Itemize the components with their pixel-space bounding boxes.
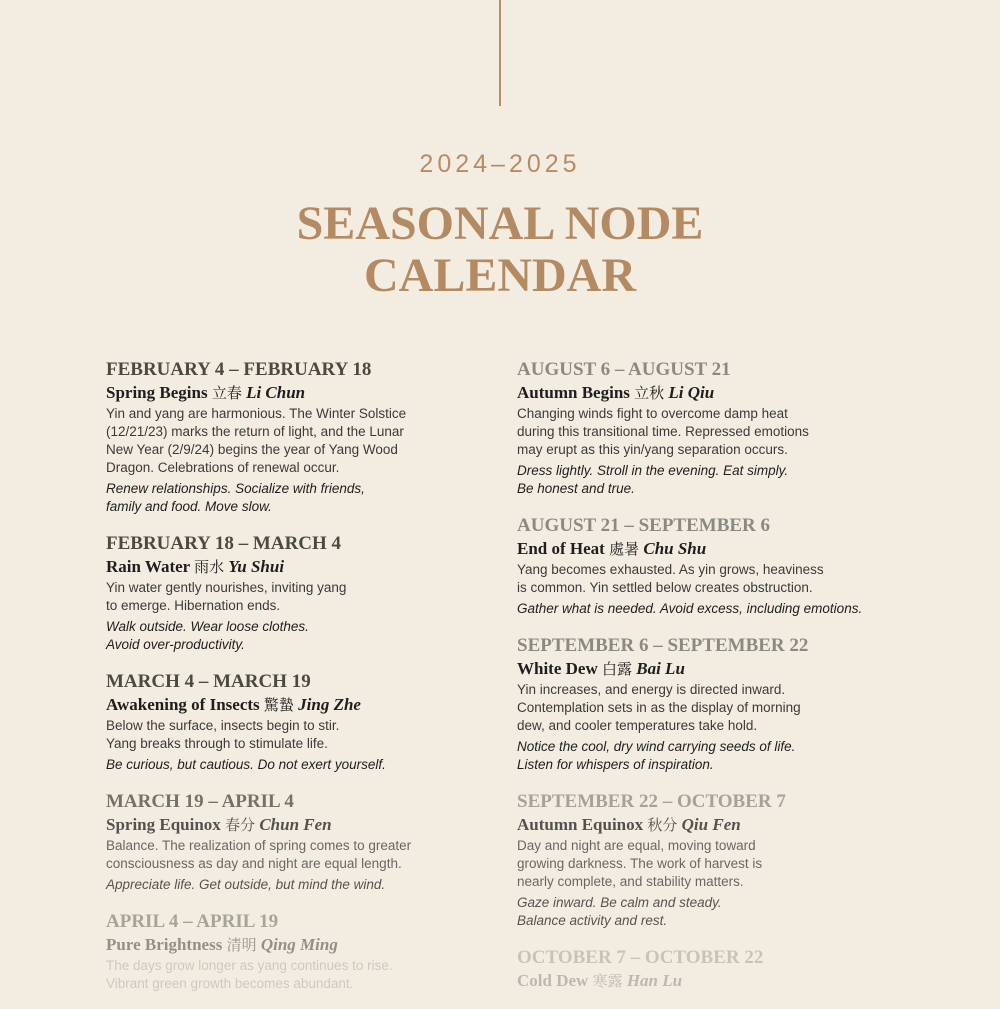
node-advice [517, 462, 917, 498]
advice-line: Be honest and true. [517, 481, 635, 496]
node-description [106, 837, 506, 873]
year-range: 2024–2025 [419, 150, 581, 178]
node-name-pinyin: Qing Ming [260, 935, 338, 954]
node-name-pinyin: Chun Fen [259, 815, 332, 834]
node-description [517, 405, 917, 459]
node-name-pinyin: Chu Shu [643, 539, 707, 558]
advice-line: Renew relationships. Socialize with friends, [106, 481, 365, 496]
node-name-cn: 白露 [601, 660, 632, 678]
node-date: MARCH 19 – APRIL 4 [106, 791, 294, 812]
node-entry [106, 790, 506, 894]
page-title [0, 198, 1000, 302]
node-description [106, 405, 506, 477]
node-entry [517, 790, 917, 930]
desc-line: The days grow longer as yang continues to rise. [106, 958, 393, 973]
node-date: APRIL 4 – APRIL 19 [106, 911, 279, 932]
node-name-en: Rain Water [106, 557, 190, 576]
desc-line: New Year (2/9/24) begins the year of Yang Wood [106, 442, 398, 457]
desc-line: growing darkness. The work of harvest is [517, 856, 763, 871]
node-date: AUGUST 6 – AUGUST 21 [517, 359, 731, 380]
node-entry [106, 358, 506, 516]
desc-line: dew, and cooler temperatures take hold. [517, 718, 758, 733]
node-advice [517, 894, 917, 930]
desc-line: Yang becomes exhausted. As yin grows, heaviness [517, 562, 824, 577]
node-name [106, 556, 506, 578]
node-description [106, 717, 506, 753]
node-name [517, 382, 917, 404]
node-advice [106, 480, 506, 516]
node-name [517, 538, 917, 560]
node-name-cn: 驚蟄 [263, 696, 294, 714]
desc-line: Vibrant green growth becomes abundant. [106, 976, 354, 991]
right-column [517, 358, 917, 1008]
node-name-pinyin: Han Lu [626, 971, 683, 990]
node-advice [106, 618, 506, 654]
node-entry [517, 358, 917, 498]
node-name-en: Pure Brightness [106, 935, 223, 954]
desc-line: during this transitional time. Repressed emotions [517, 424, 809, 439]
advice-line: Walk outside. Wear loose clothes. [106, 619, 309, 634]
node-name-en: Awakening of Insects [106, 695, 260, 714]
desc-line: Yin water gently nourishes, inviting yang [106, 580, 347, 595]
node-entry [517, 634, 917, 774]
node-name [106, 382, 506, 404]
title-line-1: SEASONAL NODE [296, 197, 704, 250]
node-name-pinyin: Bai Lu [636, 659, 685, 678]
node-name-en: Spring Equinox [106, 815, 221, 834]
desc-line: Dragon. Celebrations of renewal occur. [106, 460, 340, 475]
desc-line: consciousness as day and night are equal length. [106, 856, 402, 871]
advice-line: Notice the cool, dry wind carrying seeds of life. [517, 739, 796, 754]
node-date: FEBRUARY 4 – FEBRUARY 18 [106, 359, 372, 380]
desc-line: Contemplation sets in as the display of morning [517, 700, 801, 715]
node-name-pinyin: Yu Shui [228, 557, 285, 576]
advice-line: Balance activity and rest. [517, 913, 668, 928]
desc-line: Day and night are equal, moving toward [517, 838, 756, 853]
node-name-pinyin: Li Chun [246, 383, 306, 402]
node-name [106, 694, 506, 716]
node-name [106, 934, 506, 956]
node-advice [517, 600, 917, 618]
desc-line: Below the surface, insects begin to stir. [106, 718, 340, 733]
desc-line: Balance. The realization of spring comes to greater [106, 838, 412, 853]
desc-line: may erupt as this yin/yang separation occurs. [517, 442, 788, 457]
node-name-cn: 清明 [226, 936, 257, 954]
node-advice [106, 876, 506, 894]
advice-line: Dress lightly. Stroll in the evening. Eat simply. [517, 463, 789, 478]
title-line-2: CALENDAR [363, 249, 636, 302]
node-name-en: Autumn Begins [517, 383, 630, 402]
desc-line: Yin and yang are harmonious. The Winter Solstice [106, 406, 407, 421]
node-name [517, 970, 917, 992]
node-date: SEPTEMBER 6 – SEPTEMBER 22 [517, 635, 809, 656]
node-name-cn: 寒露 [592, 972, 623, 990]
node-date: FEBRUARY 18 – MARCH 4 [106, 533, 342, 554]
node-description [517, 561, 917, 597]
node-name-en: Spring Begins [106, 383, 208, 402]
node-advice [517, 738, 917, 774]
node-date: MARCH 4 – MARCH 19 [106, 671, 311, 692]
node-name [517, 814, 917, 836]
desc-line: to emerge. Hibernation ends. [106, 598, 281, 613]
advice-line: family and food. Move slow. [106, 499, 272, 514]
node-date: OCTOBER 7 – OCTOBER 22 [517, 947, 764, 968]
advice-line: Gather what is needed. Avoid excess, including emotions. [517, 601, 863, 616]
node-name-en: White Dew [517, 659, 598, 678]
advice-line: Avoid over-productivity. [106, 637, 245, 652]
node-entry [106, 532, 506, 654]
node-name-cn: 雨水 [194, 558, 225, 576]
node-entry [106, 910, 506, 993]
node-name-en: Autumn Equinox [517, 815, 644, 834]
node-description [517, 837, 917, 891]
advice-line: Appreciate life. Get outside, but mind the wind. [106, 877, 386, 892]
advice-line: Be curious, but cautious. Do not exert yourself. [106, 757, 386, 772]
desc-line: is common. Yin settled below creates obstruction. [517, 580, 813, 595]
node-description [517, 681, 917, 735]
node-name [106, 814, 506, 836]
node-name-pinyin: Jing Zhe [298, 695, 361, 714]
advice-line: Listen for whispers of inspiration. [517, 757, 714, 772]
desc-line: nearly complete, and stability matters. [517, 874, 744, 889]
node-entry [517, 514, 917, 618]
left-column [106, 358, 506, 1009]
node-name-pinyin: Qiu Fen [681, 815, 741, 834]
node-name-cn: 立秋 [634, 384, 665, 402]
node-name [517, 658, 917, 680]
desc-line: Yang breaks through to stimulate life. [106, 736, 328, 751]
top-divider-line [499, 0, 501, 106]
node-description [106, 579, 506, 615]
node-name-pinyin: Li Qiu [668, 383, 715, 402]
advice-line: Gaze inward. Be calm and steady. [517, 895, 722, 910]
node-name-en: Cold Dew [517, 971, 589, 990]
desc-line: Yin increases, and energy is directed inward. [517, 682, 786, 697]
node-name-cn: 立春 [211, 384, 242, 402]
node-entry [106, 670, 506, 774]
node-advice [106, 756, 506, 774]
node-name-en: End of Heat [517, 539, 605, 558]
node-entry [517, 946, 917, 992]
node-name-cn: 處暑 [609, 540, 640, 558]
node-name-cn: 春分 [225, 816, 256, 834]
node-name-cn: 秋分 [647, 816, 678, 834]
node-date: AUGUST 21 – SEPTEMBER 6 [517, 515, 771, 536]
node-description [106, 957, 506, 993]
node-date: SEPTEMBER 22 – OCTOBER 7 [517, 791, 786, 812]
desc-line: (12/21/23) marks the return of light, and the Lunar [106, 424, 404, 439]
desc-line: Changing winds fight to overcome damp heat [517, 406, 788, 421]
